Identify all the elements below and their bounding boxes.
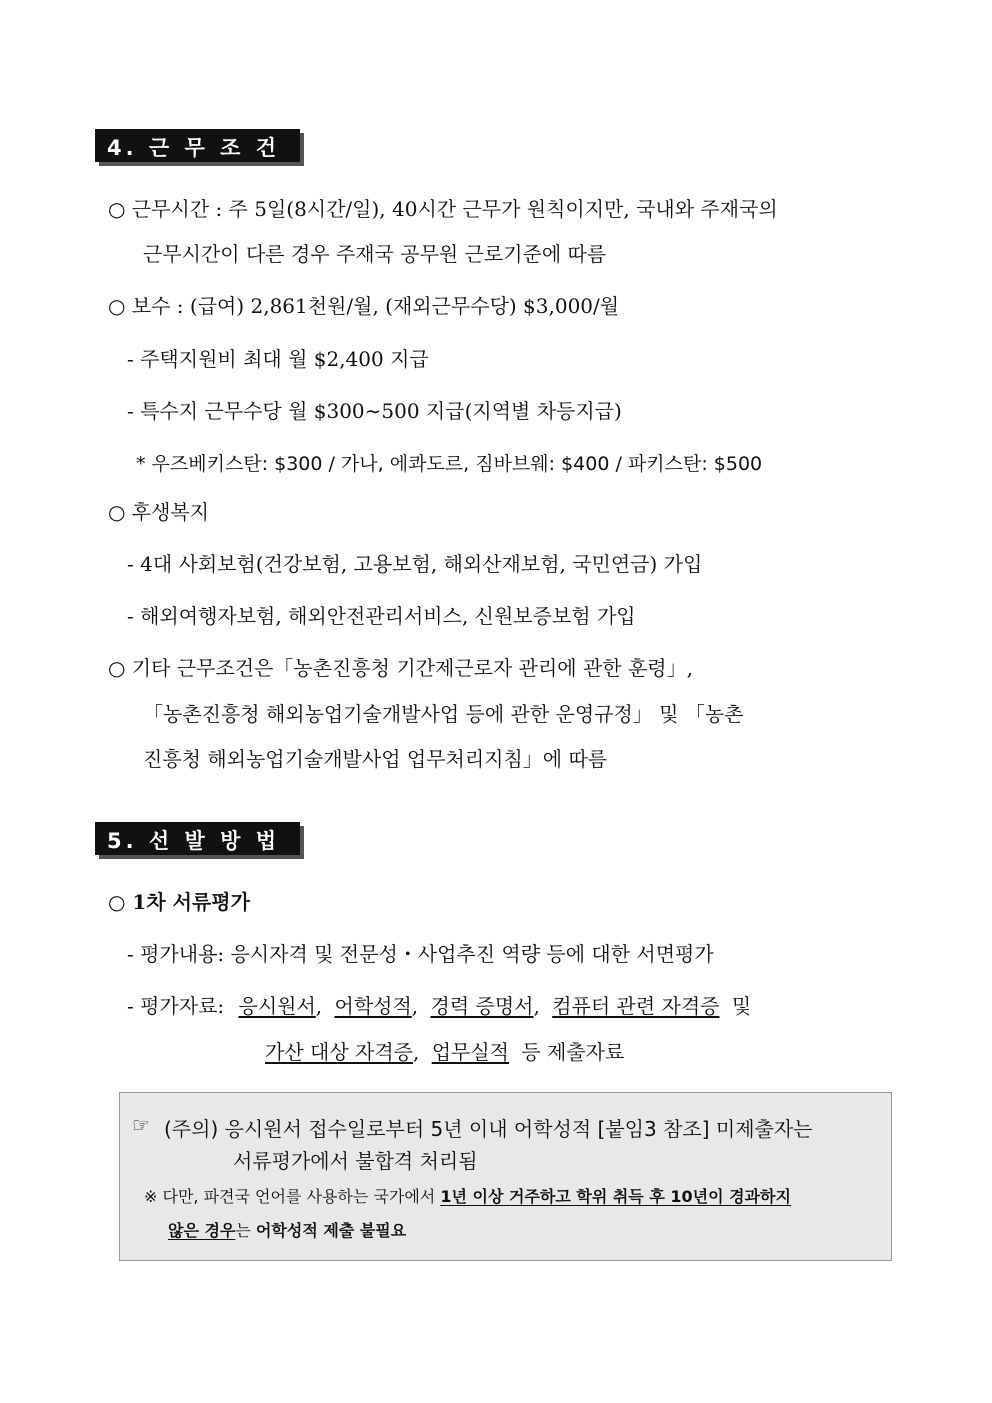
comma: , <box>533 994 540 1018</box>
notice-line-1: (주의) 응시원서 접수일로부터 5년 이내 어학성적 [붙임3 참조] 미제출자는 <box>164 1117 813 1141</box>
materials-tail: 등 제출자료 <box>521 1040 625 1064</box>
housing-allowance: - 주택지원비 최대 월 $2,400 지급 <box>127 347 429 371</box>
work-hours-line-1: ○ 근무시간 : 주 5일(8시간/일), 40시간 근무가 원칙이지만, 국내와 주재국의 <box>108 197 778 221</box>
material-work-record: 업무실적 <box>431 1040 509 1064</box>
section-5-header <box>95 822 300 855</box>
notice-sub-pre: 다만, 파견국 언어를 사용하는 국가에서 <box>162 1187 436 1206</box>
evaluation-materials-line-2 <box>265 1036 624 1065</box>
material-bonus-license: 가산 대상 자격증 <box>265 1040 413 1064</box>
first-round-heading: ○ 1차 서류평가 <box>108 890 250 914</box>
etc-line-3: 진흥청 해외농업기술개발사업 업무처리지침」에 따름 <box>143 747 608 771</box>
notice-line-2: 서류평가에서 불합격 처리됨 <box>233 1149 478 1173</box>
special-allowance-note: * 우즈베키스탄: $300 / 가나, 에콰도르, 짐바브웨: $400 / 파키스탄: $500 <box>136 453 763 475</box>
social-insurance: - 4대 사회보험(건강보험, 고용보험, 해외산재보험, 국민연금) 가입 <box>127 552 703 576</box>
material-application: 응시원서 <box>238 994 316 1018</box>
travel-insurance: - 해외여행자보험, 해외안전관리서비스, 신원보증보험 가입 <box>127 604 636 628</box>
notice-sub-line-1 <box>144 1184 791 1207</box>
evaluation-materials-line-1 <box>127 990 751 1019</box>
notice-sub-line-2 <box>168 1218 406 1241</box>
notice-sub-bold-1: 1년 이상 거주하고 학위 취득 후 10년이 경과하지 <box>440 1187 791 1206</box>
pay-line: ○ 보수 : (급여) 2,861천원/월, (재외근무수당) $3,000/월 <box>108 294 620 318</box>
section-4-header <box>95 129 300 162</box>
section-4-title: 4. 근 무 조 건 <box>107 136 280 160</box>
notice-box <box>119 1092 892 1261</box>
material-career-certificate: 경력 증명서 <box>430 994 534 1018</box>
work-hours-line-2: 근무시간이 다른 경우 주재국 공무원 근로기준에 따름 <box>143 242 607 266</box>
comma: , <box>315 994 323 1018</box>
material-language-score: 어학성적 <box>334 994 412 1018</box>
comma: , <box>411 994 419 1018</box>
evaluation-content: - 평가내용: 응시자격 및 전문성・사업추진 역량 등에 대한 서면평가 <box>127 942 714 966</box>
etc-line-1: ○ 기타 근무조건은「농촌진흥청 기간제근로자 관리에 관한 훈령」, <box>108 656 693 680</box>
material-computer-license: 컴퓨터 관련 자격증 <box>552 994 720 1018</box>
special-allowance: - 특수지 근무수당 월 $300∼500 지급(지역별 차등지급) <box>127 399 622 423</box>
pointing-hand-icon: ☞ <box>132 1113 150 1137</box>
section-5-title: 5. 선 발 방 법 <box>107 829 280 853</box>
etc-line-2: 「농촌진흥청 해외농업기술개발사업 등에 관한 운영규정」 및 「농촌 <box>143 702 744 726</box>
welfare-heading: ○ 후생복지 <box>108 500 210 524</box>
and-word: 및 <box>731 994 752 1018</box>
notice-sub-bold-2: 않은 경우 <box>168 1221 236 1240</box>
notice-sub-bold-3: 어학성적 제출 불필요 <box>255 1221 407 1240</box>
comma: , <box>412 1040 420 1064</box>
notice-sub-mid: 는 <box>235 1221 251 1240</box>
reference-mark-icon: ※ <box>144 1187 158 1206</box>
materials-label: - 평가자료: <box>127 994 225 1018</box>
